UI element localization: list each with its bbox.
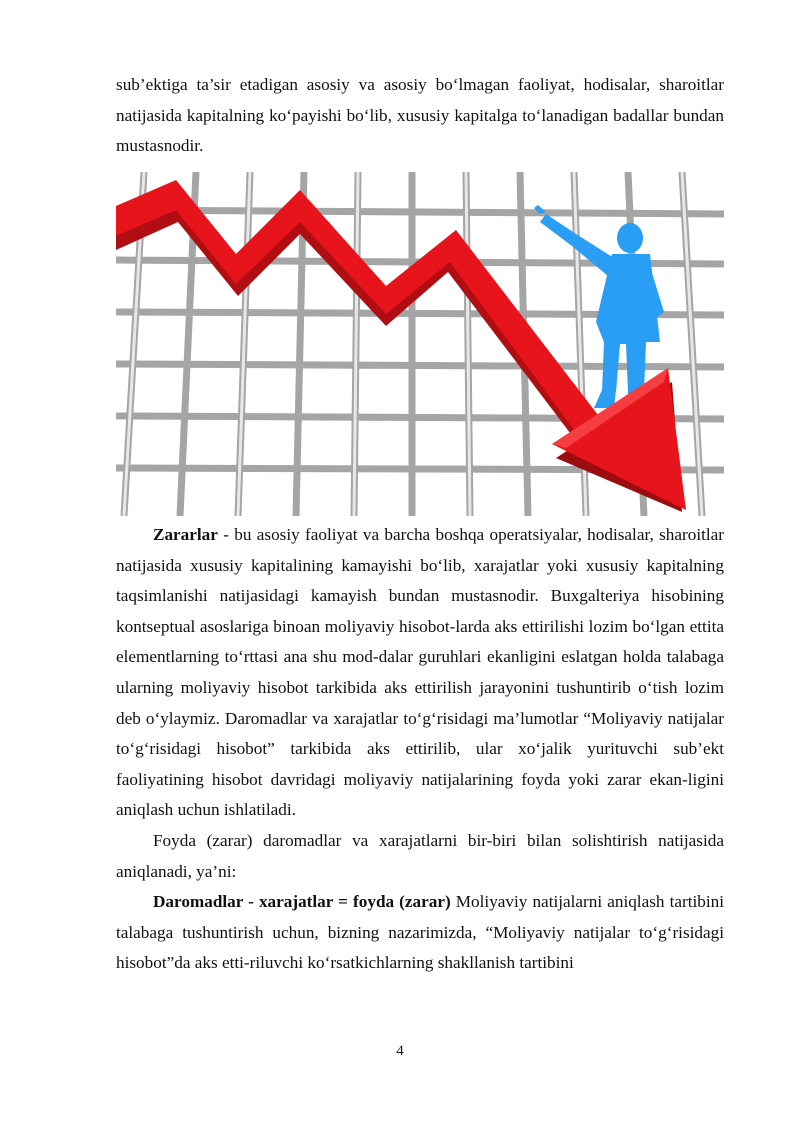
formula-text: Daromadlar - xarajatlar = foyda (zarar) bbox=[153, 892, 451, 912]
paragraph-text: sub’ektiga ta’sir etadigan asosiy va asosiy bo‘lmagan faoliyat, hodisalar, sharoitlar natijasida kapitalning ko‘payishi bo‘lib, xususiy kapitalga to‘lanadigan badallar bundan mustasnodir. bbox=[116, 75, 724, 156]
paragraph-intro bbox=[116, 70, 724, 162]
paragraph-zararlar bbox=[116, 520, 724, 826]
paragraph-formula bbox=[116, 887, 724, 979]
page-number: 4 bbox=[396, 1043, 404, 1059]
paragraph-text: - bu asosiy faoliyat va barcha boshqa operatsiyalar, hodisalar, sharoitlar natijasida xususiy kapitalining kamayishi bo‘lib, xarajatlar yoki xususiy kapitalning taqsimlanishi natijasidagi kamayish bundan mustasnodir. Buxgalteriya hisobining kontseptual asoslariga binoan moliyaviy hisobot-larda aks ettirilishi lozim bo‘lgan ettita elementlarning to‘rttasi ana shu mod-dalar guruhlari ekanligini eslatgan holda talabaga ularning moliyaviy hisobot tarkibida aks ettirilish jarayonini tushuntirib o‘tish lozim deb o‘ylaymiz. Daromadlar va xarajatlar to‘g‘risidagi ma’lumotlar “Moliyaviy natijalar to‘g‘risidagi hisobot” tarkibida aks ettirilib, ular xo‘jalik yurituvchi sub’ekt faoliyatining hisobot davridagi moliyaviy natijalarining foyda yoki zarar ekan-ligini aniqlash uchun ishlatiladi. bbox=[116, 525, 724, 820]
term-zararlar: Zararlar bbox=[153, 525, 218, 544]
main-text bbox=[116, 520, 724, 979]
paragraph-foyda: Foyda (zarar) daromadlar va xarajatlarni bir-biri bilan solishtirish natijasida aniqlanadi, ya’ni: bbox=[116, 830, 724, 881]
paragraph-text: Moliyaviy natijalarni aniqlash tartibini talabaga tushuntirish uchun, bizning nazarimizda, “Moliyaviy natijalar to‘g‘risidagi hisobot”da aks etti-riluvchi ko‘rsatkichlarning shakllanish tartibini bbox=[116, 892, 724, 973]
falling-arrow-illustration bbox=[116, 172, 724, 516]
